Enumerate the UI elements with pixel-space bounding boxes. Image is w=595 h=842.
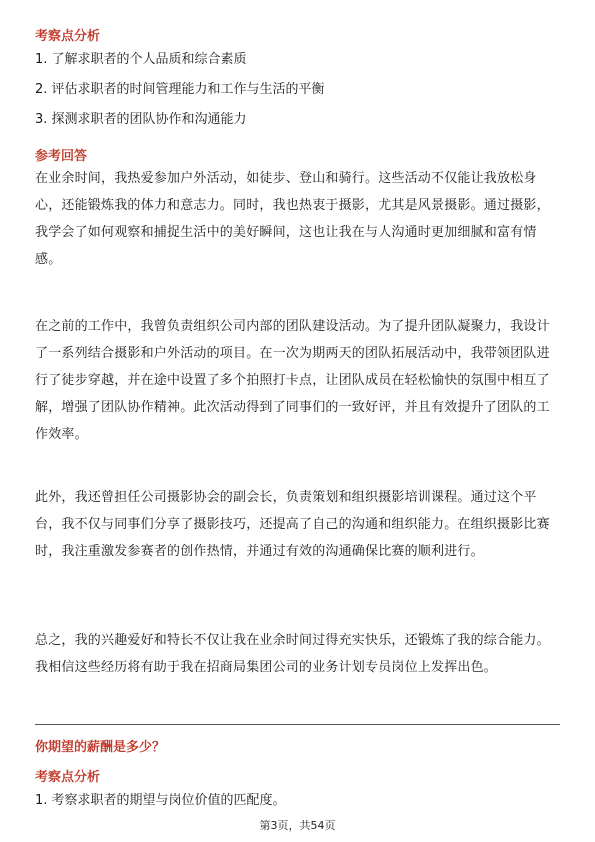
list-item: 3. 探测求职者的团队协作和沟通能力: [35, 112, 247, 127]
answer-paragraph: 在之前的工作中，我曾负责组织公司内部的团队建设活动。为了提升团队凝聚力，我设计了一系列结合摄影和户外活动的项目。在一次为期两天的团队拓展活动中，我带领团队进行了徒步穿越，并在途中设置了多个拍照打卡点，让团队成员在轻松愉快的氛围中相互了解，增强了团队协作精神。此次活动得到了同事们的一致好评，并且有效提升了团队的工作效率。: [35, 319, 550, 442]
question-title: 你期望的薪酬是多少？: [35, 740, 166, 755]
list-item: 2. 评估求职者的时间管理能力和工作与生活的平衡: [35, 82, 325, 97]
section-heading-answer: 参考回答: [35, 149, 88, 164]
answer-paragraph: 此外，我还曾担任公司摄影协会的副会长，负责策划和组织摄影培训课程。通过这个平台，我不仅与同事们分享了摄影技巧，还提高了自己的沟通和组织能力。在组织摄影比赛时，我注重激发参赛者的创作热情，并通过有效的沟通确保比赛的顺利进行。: [35, 490, 550, 559]
page-number: 第3页，共54页: [259, 819, 336, 832]
section-heading-analysis: 考察点分析: [35, 770, 101, 785]
answer-paragraph: 在业余时间，我热爱参加户外活动，如徒步、登山和骑行。这些活动不仅能让我放松身心，还能锻炼我的体力和意志力。同时，我也热衷于摄影，尤其是风景摄影。通过摄影，我学会了如何观察和捕捉生活中的美好瞬间，这也让我在与人沟通时更加细腻和富有情感。: [35, 171, 550, 267]
section-heading-analysis: 考察点分析: [35, 29, 101, 44]
list-item: 1. 考察求职者的期望与岗位价值的匹配度。: [35, 793, 286, 808]
list-item: 1. 了解求职者的个人品质和综合素质: [35, 52, 247, 67]
answer-paragraph: 总之，我的兴趣爱好和特长不仅让我在业余时间过得充实快乐，还锻炼了我的综合能力。我相信这些经历将有助于我在招商局集团公司的业务计划专员岗位上发挥出色。: [35, 633, 550, 675]
section-divider: [35, 724, 560, 725]
